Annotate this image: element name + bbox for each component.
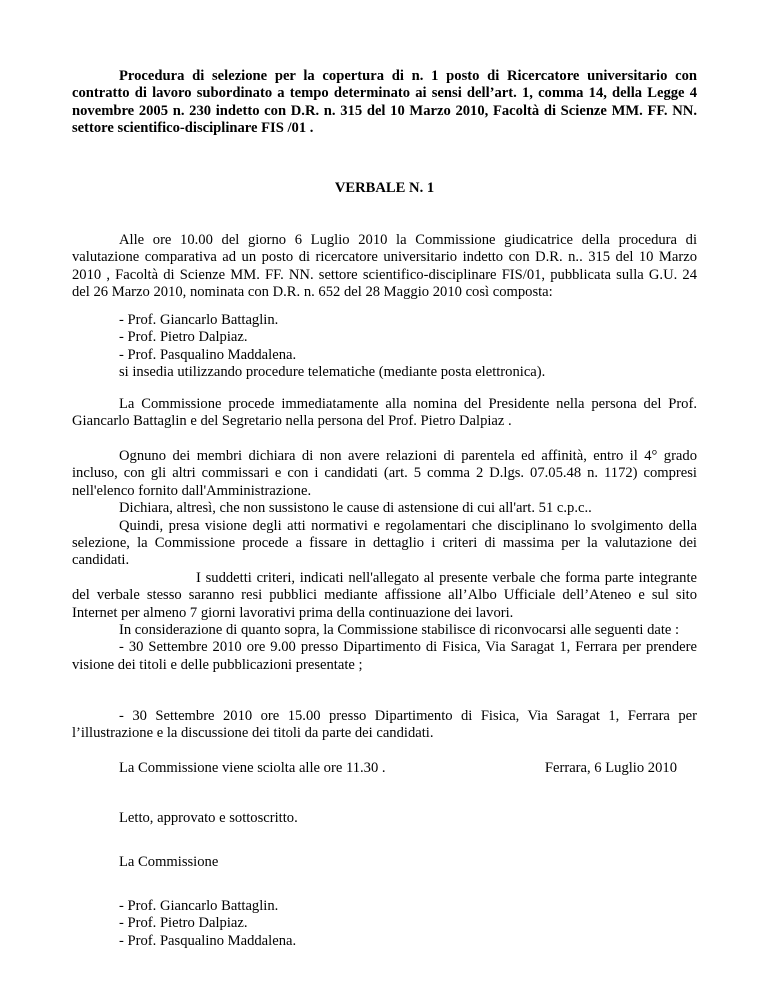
procedure-heading: Procedura di selezione per la copertura di n. 1 posto di Ricercatore universitario con contratto di lavoro subordinato a tempo determinato ai sensi dell’art. 1, comma 14, della Legge 4 novembre 2005 n. 230 indetto con D.R. n. 315 del 10 Marzo 2010, Facoltà di Scienze MM. FF. NN. settore scientifico-disciplinare FIS /01 . [72,68,697,137]
criteri-paragraph: I suddetti criteri, indicati nell'allegato al presente verbale che forma parte integrante del verbale stesso saranno resi pubblici mediante affissione all’Albo Ufficiale dell’Ateneo e sul sito Internet per almeno 7 giorni lavorativi prima della continuazione dei lavori. [72,569,697,621]
insedia-line: si insedia utilizzando procedure telematiche (mediante posta elettronica). [119,364,546,381]
place-date: Ferrara, 6 Luglio 2010 [544,760,677,776]
signatories-list [72,898,697,950]
ognuno-paragraph: Ognuno dei membri dichiara di non avere relazioni di parentela ed affinità, entro il 4° grado incluso, con gli altri commissari e con i candidati (art. 5 comma 2 D.lgs. 07.05.48 n. 1172) compresi nell'elenco fornito dall'Amministrazione. [72,448,697,499]
member-item: - Prof. Pasqualino Maddalena. [119,346,297,363]
closing-row [72,760,697,777]
quindi-paragraph: Quindi, presa visione degli atti normativi e regolamentari che disciplinano lo svolgimento della selezione, la Commissione procede a fissare in dettaglio i criteri di massima per la valutazione dei candidati. [72,517,697,569]
letto-line: Letto, approvato e sottoscritto. [119,810,298,826]
sciolta-line: La Commissione viene sciolta alle ore 11.30 . [119,760,386,776]
signatory-item: - Prof. Giancarlo Battaglin. [119,898,279,914]
document-title: VERBALE N. 1 [334,180,435,196]
members-list [72,312,697,382]
signatory-item: - Prof. Pasqualino Maddalena. [119,932,297,949]
document-page [72,68,697,949]
date-section-2 [72,708,697,743]
date-item-1: - 30 Settembre 2010 ore 9.00 presso Dipartimento di Fisica, Via Saragat 1, Ferrara per prendere visione dei titoli e delle pubblicazioni presentate ; [72,639,697,673]
letto-section [72,810,697,827]
riconvoca-paragraph: In considerazione di quanto sopra, la Commissione stabilisce di riconvocarsi alle seguenti date : [119,622,680,638]
commission-label: La Commissione [119,854,219,870]
commission-label-section [72,854,697,871]
nomina-paragraph: La Commissione procede immediatamente alla nomina del Presidente nella persona del Prof. Giancarlo Battaglin e del Segretario nella persona del Prof. Pietro Dalpiaz . [72,396,697,430]
member-item: - Prof. Pietro Dalpiaz. [119,329,248,346]
member-item: - Prof. Giancarlo Battaglin. [119,312,279,328]
dichiara-paragraph: Dichiara, altresì, che non sussistono le cause di astensione di cui all'art. 51 c.p.c.. [119,500,592,517]
closing-section [72,760,697,777]
signatory-item: - Prof. Pietro Dalpiaz. [119,915,248,932]
opening-paragraph: Alle ore 10.00 del giorno 6 Luglio 2010 la Commissione giudicatrice della procedura di valutazione comparativa ad un posto di ricercatore universitario indetto con D.R. n.. 315 del 10 Marzo 2010 , Facoltà di Scienze MM. FF. NN. settore scientifico-disciplinare FIS/01, pubblicata sulla G.U. 24 del 26 Marzo 2010, nominata con D.R. n. 652 del 28 Maggio 2010 così composta: [72,232,697,301]
nomina-section [72,396,697,431]
riconvoca-section [72,622,697,674]
date-item-2: - 30 Settembre 2010 ore 15.00 presso Dipartimento di Fisica, Via Saragat 1, Ferrara per l’illustrazione e la discussione dei titoli da parte dei candidati. [72,708,697,742]
declarations-section [72,448,697,622]
opening-section [72,232,697,302]
